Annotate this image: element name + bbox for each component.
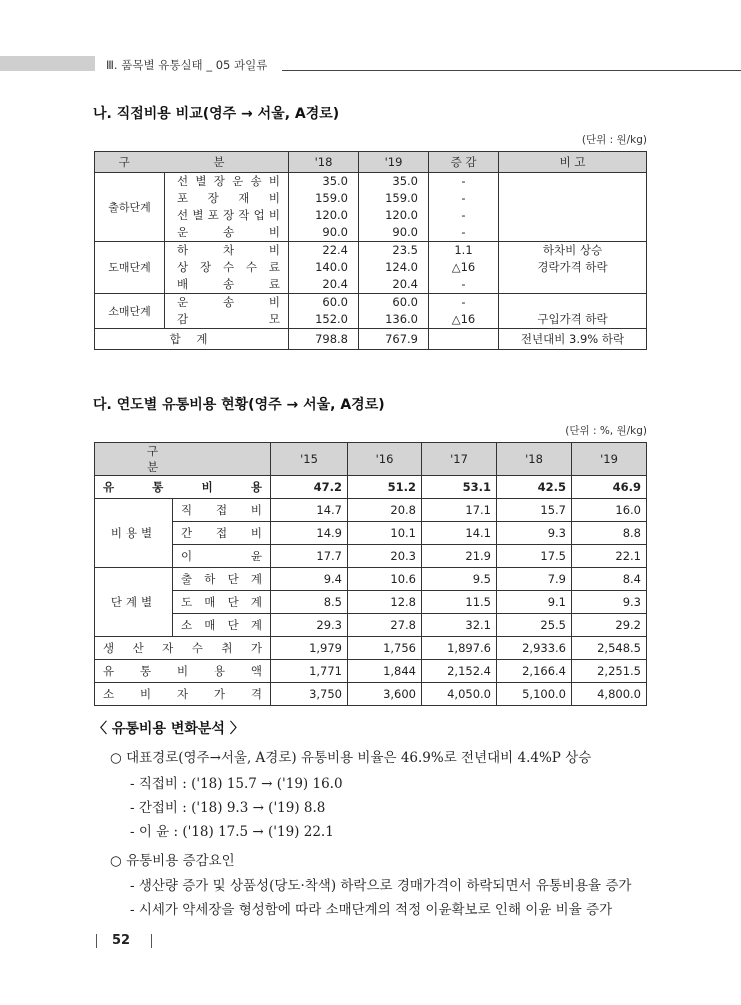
cell: 5,100.0 [497, 683, 572, 706]
analysis-bullet: ○ 대표경로(영주→서울, A경로) 유통비용 비율은 46.9%로 전년대비 4.4%P 상승 [110, 750, 592, 766]
table-row [95, 568, 647, 591]
item-label: 배 송 료 [177, 277, 280, 291]
item-label: 선 별 포 장 작 업 비 [177, 208, 280, 222]
cell: 4,800.0 [572, 683, 647, 706]
cell: 10.1 [348, 522, 422, 545]
cell: 1,771 [271, 660, 348, 683]
cell: 46.9 [572, 476, 647, 499]
row-label: 직 접 비 [173, 499, 271, 522]
cell: 32.1 [422, 614, 497, 637]
stage-label: 도매단계 [95, 242, 165, 294]
cell: 9.3 [497, 522, 572, 545]
header-change: 증 감 [429, 152, 499, 173]
cell: 1,844 [348, 660, 422, 683]
values-2019: 23.5 124.0 20.4 [359, 242, 429, 294]
cell: 2,548.5 [572, 637, 647, 660]
item-label: 운 송 비 [177, 225, 280, 239]
cell: 17.7 [271, 545, 348, 568]
table-row [95, 660, 647, 683]
table-row [95, 522, 647, 545]
values-2018: 35.0 159.0 120.0 90.0 [289, 173, 359, 242]
item-label: 운 송 비 [177, 295, 280, 309]
table-row [95, 637, 647, 660]
cell: 7.9 [497, 568, 572, 591]
cell: 14.7 [271, 499, 348, 522]
cell: 8.5 [271, 591, 348, 614]
cell: 9.3 [572, 591, 647, 614]
analysis-subitem: - 직접비 : ('18) 15.7 → ('19) 16.0 [130, 776, 343, 792]
cell: 1,979 [271, 637, 348, 660]
cell: 14.1 [422, 522, 497, 545]
values-change: 1.1 △16 - [429, 242, 499, 294]
table-row [95, 294, 647, 329]
row-label: 도 매 단 계 [173, 591, 271, 614]
cell: 11.5 [422, 591, 497, 614]
cell: 21.9 [422, 545, 497, 568]
group-label: 단계별 [95, 568, 173, 637]
row-label: 생 산 자 수 취 가 [95, 637, 271, 660]
row-label: 이 윤 [173, 545, 271, 568]
row-label: 간 접 비 [173, 522, 271, 545]
page-number-divider [96, 934, 97, 948]
analysis-subitem: - 간접비 : ('18) 9.3 → ('19) 8.8 [130, 800, 326, 816]
cell: 3,600 [348, 683, 422, 706]
table-row [95, 242, 647, 294]
item-label: 포 장 재 비 [177, 191, 280, 205]
analysis-subitem: - 생산량 증가 및 상품성(당도·착색) 하락으로 경매가격이 하락되면서 유통비용율 증가 [130, 878, 632, 894]
unit-label: (단위 : 원/kg) [581, 134, 647, 146]
cell: 29.3 [271, 614, 348, 637]
cell: 20.8 [348, 499, 422, 522]
table-row [95, 591, 647, 614]
header-year: '19 [572, 443, 647, 476]
cell: 25.5 [497, 614, 572, 637]
header-year: '18 [289, 152, 359, 173]
cell: 8.8 [572, 522, 647, 545]
page-number-divider [151, 934, 152, 948]
item-label: 상 장 수 수 료 [177, 260, 280, 274]
cell: 15.7 [497, 499, 572, 522]
total-label: 합 계 [95, 329, 289, 350]
item-label: 선 별 장 운 송 비 [177, 174, 280, 188]
cell: 22.1 [572, 545, 647, 568]
item-label: 감 모 [177, 312, 280, 326]
table-header-row [95, 443, 647, 476]
item-list [165, 294, 289, 329]
total-2019: 767.9 [359, 329, 429, 350]
cell: 53.1 [422, 476, 497, 499]
header-year: '17 [422, 443, 497, 476]
header-category: 구 분 [95, 152, 289, 173]
total-row [95, 329, 647, 350]
cell: 27.8 [348, 614, 422, 637]
table-row [95, 545, 647, 568]
cell: 4,050.0 [422, 683, 497, 706]
values-change: - - - - [429, 173, 499, 242]
cell: 10.6 [348, 568, 422, 591]
values-2018: 60.0 152.0 [289, 294, 359, 329]
direct-cost-table [94, 151, 647, 350]
cell: 9.4 [271, 568, 348, 591]
cell: 16.0 [572, 499, 647, 522]
table-row-distribution-cost [95, 476, 647, 499]
table-row [95, 683, 647, 706]
notes: 하차비 상승 경락가격 하락 [499, 242, 647, 294]
table-row [95, 614, 647, 637]
values-2019: 60.0 136.0 [359, 294, 429, 329]
group-label: 비용별 [95, 499, 173, 568]
total-note: 전년대비 3.9% 하락 [499, 329, 647, 350]
cell: 1,897.6 [422, 637, 497, 660]
analysis-title: 〈 유통비용 변화분석 〉 [93, 721, 244, 737]
cell: 29.2 [572, 614, 647, 637]
cell: 14.9 [271, 522, 348, 545]
values-change: - △16 [429, 294, 499, 329]
section-title-yearly-cost: 다. 연도별 유통비용 현황(영주 → 서울, A경로) [93, 397, 385, 413]
analysis-subitem: - 시세가 약세장을 형성함에 따라 소매단계의 적정 이윤확보로 인해 이윤 비율 증가 [130, 902, 613, 918]
header-year: '15 [271, 443, 348, 476]
stage-label: 출하단계 [95, 173, 165, 242]
cell: 2,152.4 [422, 660, 497, 683]
cell: 20.3 [348, 545, 422, 568]
row-label: 소 비 자 가 격 [95, 683, 271, 706]
table-row [95, 499, 647, 522]
cell: 12.8 [348, 591, 422, 614]
row-label: 유 통 비 용 [95, 476, 271, 499]
values-2018: 22.4 140.0 20.4 [289, 242, 359, 294]
cell: 3,750 [271, 683, 348, 706]
total-2018: 798.8 [289, 329, 359, 350]
cell: 9.1 [497, 591, 572, 614]
header-year: '16 [348, 443, 422, 476]
notes: 구입가격 하락 [499, 294, 647, 329]
cell: 17.1 [422, 499, 497, 522]
yearly-cost-table [94, 442, 647, 706]
header-category: 구 분 [95, 443, 271, 476]
header-year: '18 [497, 443, 572, 476]
total-change [429, 329, 499, 350]
notes [499, 173, 647, 242]
item-list [165, 173, 289, 242]
running-title: Ⅲ. 품목별 유통실태 _ 05 과일류 [106, 58, 268, 72]
cell: 47.2 [271, 476, 348, 499]
cell: 1,756 [348, 637, 422, 660]
analysis-bullet: ○ 유통비용 증감요인 [110, 853, 235, 869]
item-list [165, 242, 289, 294]
stage-label: 소매단계 [95, 294, 165, 329]
analysis-subitem: - 이 윤 : ('18) 17.5 → ('19) 22.1 [130, 824, 334, 840]
unit-label: (단위 : %, 원/kg) [565, 425, 647, 437]
table-header-row [95, 152, 647, 173]
row-label: 유 통 비 용 액 [95, 660, 271, 683]
item-label: 하 차 비 [177, 243, 280, 257]
cell: 8.4 [572, 568, 647, 591]
header-tab-bar [0, 56, 95, 71]
cell: 51.2 [348, 476, 422, 499]
values-2019: 35.0 159.0 120.0 90.0 [359, 173, 429, 242]
header-rule [282, 70, 741, 71]
row-label: 출 하 단 계 [173, 568, 271, 591]
header-note: 비 고 [499, 152, 647, 173]
row-label: 소 매 단 계 [173, 614, 271, 637]
cell: 2,251.5 [572, 660, 647, 683]
table-row [95, 173, 647, 242]
cell: 2,933.6 [497, 637, 572, 660]
section-title-direct-cost: 나. 직접비용 비교(영주 → 서울, A경로) [93, 106, 340, 122]
cell: 2,166.4 [497, 660, 572, 683]
header-year: '19 [359, 152, 429, 173]
cell: 17.5 [497, 545, 572, 568]
page-number: 52 [112, 933, 131, 948]
cell: 42.5 [497, 476, 572, 499]
cell: 9.5 [422, 568, 497, 591]
